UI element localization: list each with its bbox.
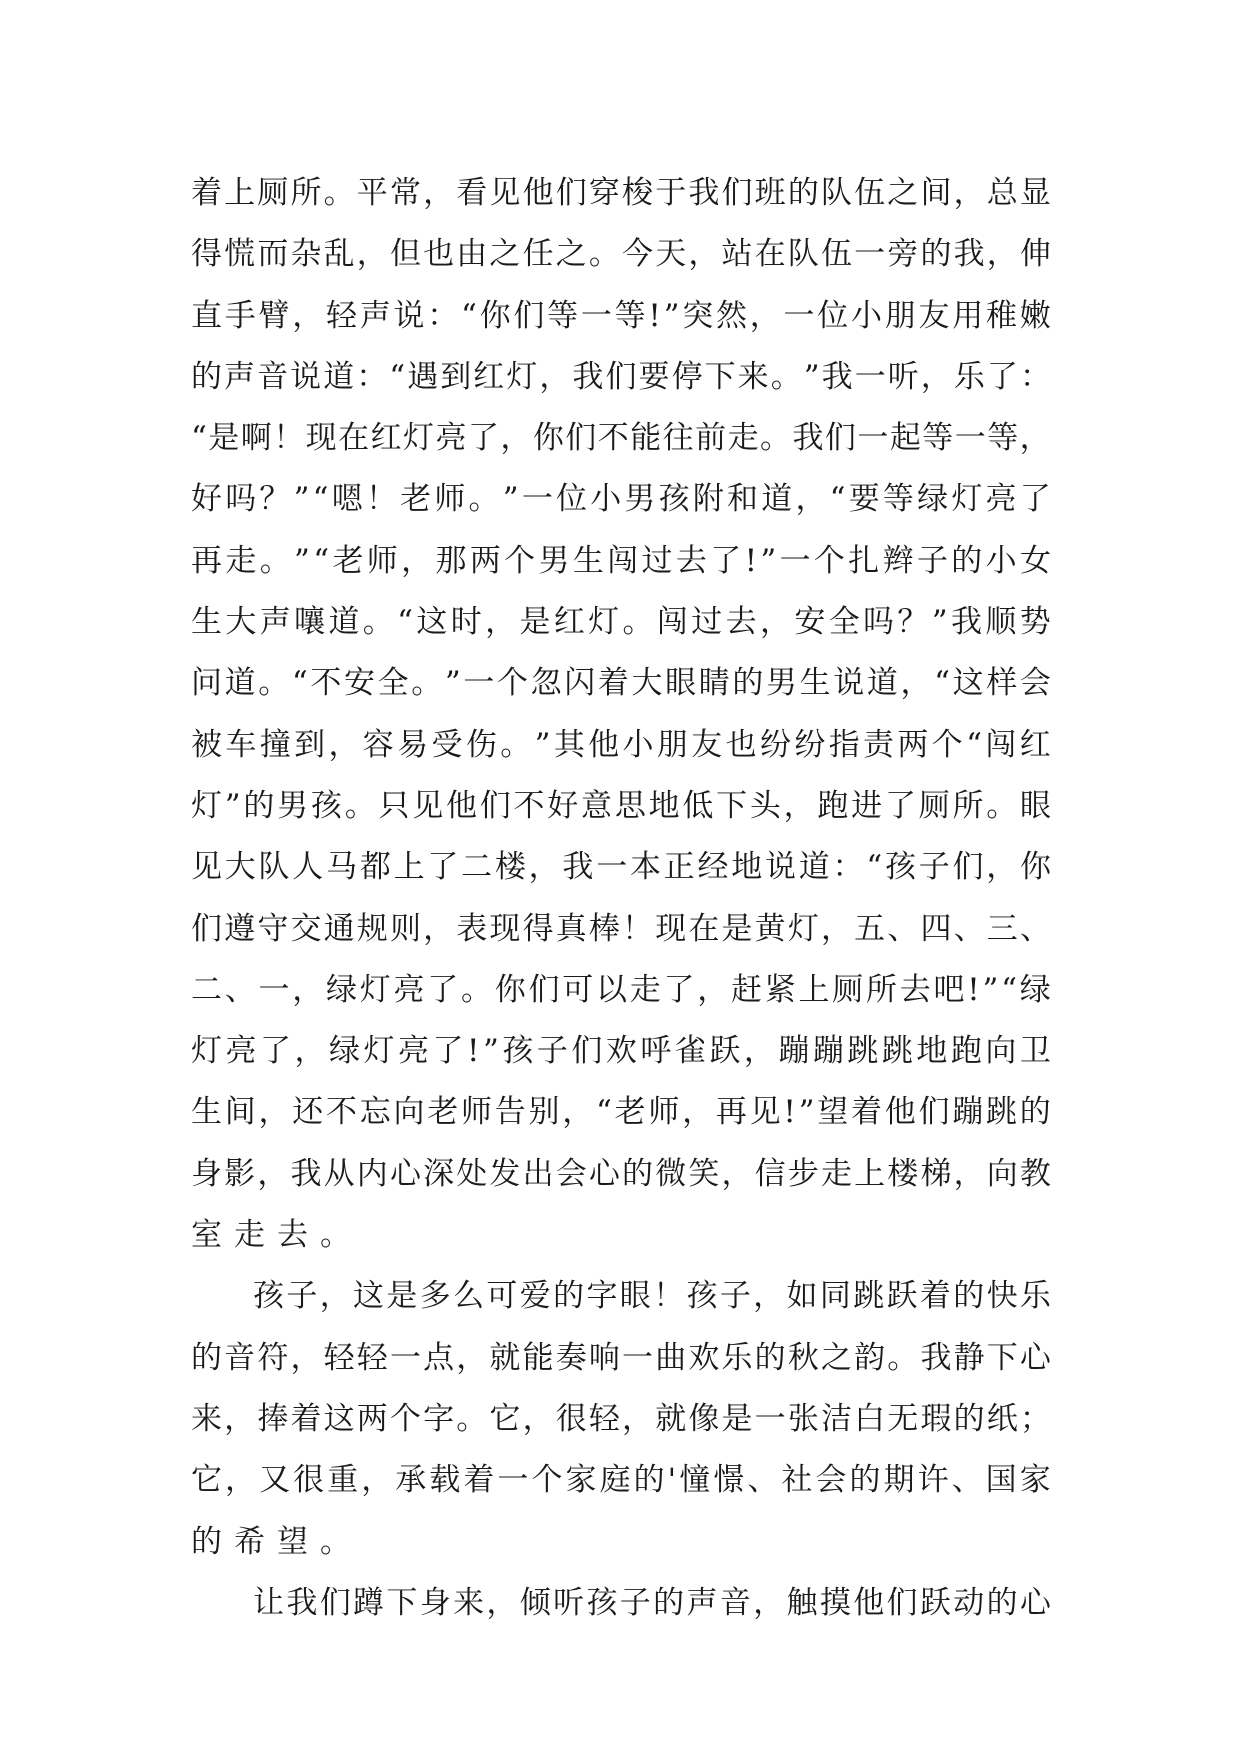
text-line: 的 音 符 ， 轻 轻 一 点 ， 就 能 奏 响 一 曲 欢 乐 的 秋 之 韵 。 我 静 下 心 [191,1339,1051,1376]
text-line: 灯 亮 了 ， 绿 灯 亮 了 ! ” 孩 子 们 欢 呼 雀 跃 ， 蹦 蹦 跳 跳 地 跑 向 卫 [191,1033,1051,1070]
text-line: 灯 ” 的 男 孩 。 只 见 他 们 不 好 意 思 地 低 下 头 ， 跑 进 了 厕 所 。 眼 [191,787,1051,824]
text-line: 的希望。 [191,1523,363,1560]
text-line: 着 上 厕 所 。 平 常 ， 看 见 他 们 穿 梭 于 我 们 班 的 队 伍 之 间 ， 总 显 [191,175,1051,211]
body-text [191,163,1051,1634]
text-line: 得 慌 而 杂 乱 ， 但 也 由 之 任 之 。 今 天 ， 站 在 队 伍 一 旁 的 我 ， 伸 [191,236,1051,273]
text-line: 直 手 臂 ， 轻 声 说 ： “ 你 们 等 一 等 ! ” 突 然 ， 一 位 小 朋 友 用 稚 嫩 [191,297,1051,334]
text-line: 生 间 ， 还 不 忘 向 老 师 告 别 ， “ 老 师 ， 再 见 ! ” 望 着 他 们 蹦 跳 的 [191,1094,1051,1131]
text-line: 的 声 音 说 道 ： “ 遇 到 红 灯 ， 我 们 要 停 下 来 。 ” 我 一 听 ， 乐 了 ： [191,358,1051,395]
text-line: 被 车 撞 到 ， 容 易 受 伤 。 ” 其 他 小 朋 友 也 纷 纷 指 责 两 个 “ 闯 红 [191,726,1051,763]
text-line: 来 ， 捧 着 这 两 个 字 。 它 ， 很 轻 ， 就 像 是 一 张 洁 白 无 瑕 的 纸 ； [191,1400,1051,1437]
text-line: 问 道 。 “ 不 安 全 。 ” 一 个 忽 闪 着 大 眼 睛 的 男 生 说 道 ， “ 这 样 会 [191,665,1051,702]
text-line: 它 ， 又 很 重 ， 承 载 着 一 个 家 庭 的 ' 憧 憬 、 社 会 的 期 许 、 国 家 [191,1462,1051,1499]
text-line: 孩 子 ， 这 是 多 么 可 爱 的 字 眼 ！ 孩 子 ， 如 同 跳 跃 着 的 快 乐 [253,1278,1051,1315]
text-line: 们 遵 守 交 通 规 则 ， 表 现 得 真 棒 ！ 现 在 是 黄 灯 ， 五 、 四 、 三 、 [191,910,1051,947]
text-line: 再 走 。 ” “ 老 师 ， 那 两 个 男 生 闯 过 去 了 ! ” 一 个 扎 辫 子 的 小 女 [191,542,1051,579]
text-line: 室走去。 [191,1217,363,1254]
text-line: 让 我 们 蹲 下 身 来 ， 倾 听 孩 子 的 声 音 ， 触 摸 他 们 跃 动 的 心 [253,1584,1051,1621]
text-line: 生 大 声 嚷 道 。 “ 这 时 ， 是 红 灯 。 闯 过 去 ， 安 全 吗 ？ ” 我 顺 势 [191,604,1051,641]
text-line: 二 、 一 ， 绿 灯 亮 了 。 你 们 可 以 走 了 ， 赶 紧 上 厕 所 去 吧 ! ” “ 绿 [191,971,1051,1008]
text-line: 好 吗 ？ ” “ 嗯 ！ 老 师 。 ” 一 位 小 男 孩 附 和 道 ， “ 要 等 绿 灯 亮 了 [191,481,1051,518]
text-line: 身 影 ， 我 从 内 心 深 处 发 出 会 心 的 微 笑 ， 信 步 走 上 楼 梯 ， 向 教 [191,1155,1051,1192]
text-line: “ 是 啊 ！ 现 在 红 灯 亮 了 ， 你 们 不 能 往 前 走 。 我 们 一 起 等 一 等 ， [191,420,1051,457]
text-line: 见 大 队 人 马 都 上 了 二 楼 ， 我 一 本 正 经 地 说 道 ： “ 孩 子 们 ， 你 [191,849,1051,886]
